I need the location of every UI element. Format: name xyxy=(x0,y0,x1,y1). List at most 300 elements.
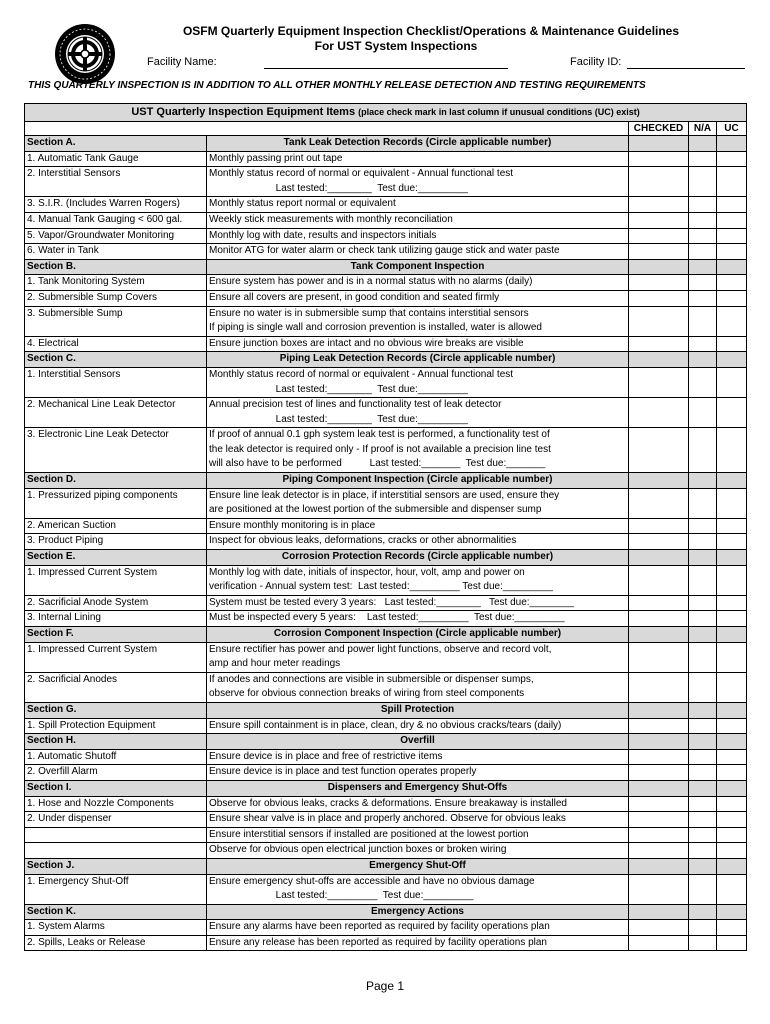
facility-id-label: Facility ID: xyxy=(570,56,622,68)
description-line: Ensure interstitial sensors if installed are positioned at the lowest portion xyxy=(209,828,529,840)
section-label: Section G. xyxy=(25,702,207,718)
description-line: Weekly stick measurements with monthly reconciliation xyxy=(209,213,453,225)
item-name: 1. System Alarms xyxy=(25,920,207,936)
item-description xyxy=(207,843,629,859)
table-row xyxy=(25,672,747,702)
table-row xyxy=(25,749,747,765)
description-line: Ensure any release has been reported as required by facility operations plan xyxy=(209,936,547,948)
uc-checkbox[interactable] xyxy=(717,920,747,936)
item-description xyxy=(207,275,629,291)
uc-checkbox[interactable] xyxy=(717,275,747,291)
section-checked-cell xyxy=(629,780,689,796)
table-row xyxy=(25,796,747,812)
section-checked-cell xyxy=(629,702,689,718)
item-name: 1. Tank Monitoring System xyxy=(25,275,207,291)
section-na-cell xyxy=(689,627,717,643)
description-line: Monthly passing print out tape xyxy=(209,152,343,164)
description-line: Monthly log with date, results and inspectors initials xyxy=(209,229,437,241)
section-label: Section D. xyxy=(25,473,207,489)
uc-checkbox[interactable] xyxy=(717,611,747,627)
table-row xyxy=(25,812,747,828)
table-row xyxy=(25,874,747,904)
table-row xyxy=(25,428,747,473)
uc-checkbox[interactable] xyxy=(717,595,747,611)
item-name: 2. Submersible Sump Covers xyxy=(25,290,207,306)
uc-checkbox[interactable] xyxy=(717,935,747,951)
section-label: Section B. xyxy=(25,259,207,275)
uc-checkbox[interactable] xyxy=(717,488,747,518)
description-line: Ensure junction boxes are intact and no obvious wire breaks are visible xyxy=(209,337,524,349)
checked-checkbox[interactable] xyxy=(629,428,689,473)
table-row xyxy=(25,565,747,595)
section-uc-cell xyxy=(717,858,747,874)
section-na-cell xyxy=(689,259,717,275)
table-row xyxy=(25,212,747,228)
table-row xyxy=(25,306,747,336)
page-number: Page 1 xyxy=(365,979,405,993)
section-label: Section F. xyxy=(25,627,207,643)
uc-checkbox[interactable] xyxy=(717,749,747,765)
na-checkbox[interactable] xyxy=(689,367,717,397)
checked-checkbox[interactable] xyxy=(629,749,689,765)
checked-checkbox[interactable] xyxy=(629,228,689,244)
section-title: Emergency Actions xyxy=(207,904,629,920)
section-title: Piping Component Inspection (Circle applicable number) xyxy=(207,473,629,489)
item-name: 3. Internal Lining xyxy=(25,611,207,627)
checked-checkbox[interactable] xyxy=(629,843,689,859)
section-na-cell xyxy=(689,734,717,750)
checked-checkbox[interactable] xyxy=(629,398,689,428)
section-title: Overfill xyxy=(207,734,629,750)
item-description xyxy=(207,796,629,812)
uc-checkbox[interactable] xyxy=(717,812,747,828)
section-uc-cell xyxy=(717,627,747,643)
section-checked-cell xyxy=(629,734,689,750)
item-description xyxy=(207,672,629,702)
uc-checkbox[interactable] xyxy=(717,398,747,428)
item-description xyxy=(207,488,629,518)
checked-checkbox[interactable] xyxy=(629,488,689,518)
checked-checkbox[interactable] xyxy=(629,920,689,936)
item-description xyxy=(207,197,629,213)
uc-checkbox[interactable] xyxy=(717,672,747,702)
section-row xyxy=(25,734,747,750)
description-line: Ensure no water is in submersible sump that contains interstitial sensors xyxy=(209,307,529,319)
item-description xyxy=(207,428,629,473)
description-line: Last tested:________ Test due:_________ xyxy=(209,182,468,194)
item-description xyxy=(207,749,629,765)
item-description xyxy=(207,765,629,781)
document-title: OSFM Quarterly Equipment Inspection Checklist/Operations & Maintenance Guidelines xyxy=(182,24,680,38)
checked-checkbox[interactable] xyxy=(629,275,689,291)
description-line: Monitor ATG for water alarm or check tank utilizing gauge stick and water paste xyxy=(209,245,560,257)
item-description xyxy=(207,151,629,167)
checked-checkbox[interactable] xyxy=(629,672,689,702)
item-name: 1. Hose and Nozzle Components xyxy=(25,796,207,812)
section-checked-cell xyxy=(629,904,689,920)
table-row xyxy=(25,197,747,213)
item-name: 3. Electronic Line Leak Detector xyxy=(25,428,207,473)
checked-checkbox[interactable] xyxy=(629,212,689,228)
section-label: Section C. xyxy=(25,352,207,368)
section-label: Section A. xyxy=(25,136,207,152)
na-checkbox[interactable] xyxy=(689,212,717,228)
item-name: 2. Overfill Alarm xyxy=(25,765,207,781)
na-checkbox[interactable] xyxy=(689,306,717,336)
na-checkbox[interactable] xyxy=(689,642,717,672)
na-checkbox[interactable] xyxy=(689,765,717,781)
na-checkbox[interactable] xyxy=(689,428,717,473)
table-heading-text: UST Quarterly Inspection Equipment Items xyxy=(131,106,356,118)
checked-checkbox[interactable] xyxy=(629,336,689,352)
uc-checkbox[interactable] xyxy=(717,565,747,595)
inspection-table xyxy=(24,103,747,951)
item-name: 1. Pressurized piping components xyxy=(25,488,207,518)
section-title: Corrosion Component Inspection (Circle applicable number) xyxy=(207,627,629,643)
item-name: 1. Impressed Current System xyxy=(25,565,207,595)
description-line: Ensure monthly monitoring is in place xyxy=(209,519,376,531)
item-name: 4. Electrical xyxy=(25,336,207,352)
description-line: Monthly log with date, initials of inspector, hour, volt, amp and power on xyxy=(209,566,525,578)
item-description xyxy=(207,336,629,352)
section-row xyxy=(25,702,747,718)
uc-checkbox[interactable] xyxy=(717,843,747,859)
column-blank xyxy=(25,122,629,136)
na-checkbox[interactable] xyxy=(689,565,717,595)
na-checkbox[interactable] xyxy=(689,749,717,765)
item-description xyxy=(207,167,629,197)
uc-checkbox[interactable] xyxy=(717,874,747,904)
na-checkbox[interactable] xyxy=(689,244,717,260)
uc-checkbox[interactable] xyxy=(717,718,747,734)
table-row xyxy=(25,718,747,734)
item-name: 2. Spills, Leaks or Release xyxy=(25,935,207,951)
description-line: Annual precision test of lines and functionality test of leak detector xyxy=(209,399,502,411)
checked-checkbox[interactable] xyxy=(629,197,689,213)
checked-checkbox[interactable] xyxy=(629,595,689,611)
item-description xyxy=(207,812,629,828)
item-description xyxy=(207,212,629,228)
item-name: 1. Spill Protection Equipment xyxy=(25,718,207,734)
section-title: Emergency Shut-Off xyxy=(207,858,629,874)
section-title: Dispensers and Emergency Shut-Offs xyxy=(207,780,629,796)
checked-checkbox[interactable] xyxy=(629,611,689,627)
table-row xyxy=(25,488,747,518)
section-checked-cell xyxy=(629,259,689,275)
description-line: Ensure system has power and is in a normal status with no alarms (daily) xyxy=(209,276,533,288)
uc-checkbox[interactable] xyxy=(717,796,747,812)
description-line: If anodes and connections are visible in submersible or dispenser sumps, xyxy=(209,673,534,685)
section-row xyxy=(25,259,747,275)
na-checkbox[interactable] xyxy=(689,398,717,428)
description-line: Ensure any alarms have been reported as required by facility operations plan xyxy=(209,921,550,933)
description-line: Inspect for obvious leaks, deformations, cracks or other abnormalities xyxy=(209,535,517,547)
section-row xyxy=(25,780,747,796)
checked-checkbox[interactable] xyxy=(629,565,689,595)
checked-checkbox[interactable] xyxy=(629,874,689,904)
description-line: are positioned at the lowest portion of the submersible and dispenser sump xyxy=(209,504,542,516)
checked-checkbox[interactable] xyxy=(629,827,689,843)
section-row xyxy=(25,904,747,920)
section-label: Section I. xyxy=(25,780,207,796)
na-checkbox[interactable] xyxy=(689,151,717,167)
uc-checkbox[interactable] xyxy=(717,197,747,213)
section-row xyxy=(25,550,747,566)
description-line: If proof of annual 0.1 gph system leak test is performed, a functionality test of xyxy=(209,429,550,441)
section-na-cell xyxy=(689,136,717,152)
item-name: 2. Sacrificial Anode System xyxy=(25,595,207,611)
table-row xyxy=(25,228,747,244)
section-uc-cell xyxy=(717,780,747,796)
na-checkbox[interactable] xyxy=(689,488,717,518)
table-row xyxy=(25,244,747,260)
table-row xyxy=(25,336,747,352)
table-row xyxy=(25,611,747,627)
item-name: 2. Sacrificial Anodes xyxy=(25,672,207,702)
checked-checkbox[interactable] xyxy=(629,765,689,781)
description-line: verification - Annual system test: Last tested:_________ Test due:_________ xyxy=(209,581,553,593)
table-row xyxy=(25,935,747,951)
uc-checkbox[interactable] xyxy=(717,765,747,781)
section-uc-cell xyxy=(717,136,747,152)
na-checkbox[interactable] xyxy=(689,518,717,534)
column-header-uc: UC xyxy=(717,122,747,136)
section-title: Corrosion Protection Records (Circle applicable number) xyxy=(207,550,629,566)
section-label: Section J. xyxy=(25,858,207,874)
na-checkbox[interactable] xyxy=(689,672,717,702)
item-description xyxy=(207,228,629,244)
checked-checkbox[interactable] xyxy=(629,518,689,534)
na-checkbox[interactable] xyxy=(689,827,717,843)
na-checkbox[interactable] xyxy=(689,935,717,951)
table-row xyxy=(25,534,747,550)
uc-checkbox[interactable] xyxy=(717,244,747,260)
section-checked-cell xyxy=(629,627,689,643)
section-title: Tank Leak Detection Records (Circle applicable number) xyxy=(207,136,629,152)
description-line: System must be tested every 3 years: Last tested:________ Test due:________ xyxy=(209,596,575,608)
section-label: Section E. xyxy=(25,550,207,566)
item-description xyxy=(207,611,629,627)
section-na-cell xyxy=(689,352,717,368)
description-line: the leak detector is required only - If proof is not available a precision line test xyxy=(209,443,551,455)
description-line: Ensure emergency shut-offs are accessible and have no obvious damage xyxy=(209,875,535,887)
na-checkbox[interactable] xyxy=(689,611,717,627)
section-uc-cell xyxy=(717,259,747,275)
checked-checkbox[interactable] xyxy=(629,244,689,260)
section-uc-cell xyxy=(717,473,747,489)
description-line: If piping is single wall and corrosion prevention is installed, water is allowed xyxy=(209,322,542,334)
description-line: will also have to be performed Last tested:_______ Test due:_______ xyxy=(209,458,546,470)
na-checkbox[interactable] xyxy=(689,595,717,611)
item-name: 4. Manual Tank Gauging < 600 gal. xyxy=(25,212,207,228)
table-row xyxy=(25,642,747,672)
uc-checkbox[interactable] xyxy=(717,518,747,534)
section-uc-cell xyxy=(717,904,747,920)
table-heading xyxy=(25,104,747,122)
na-checkbox[interactable] xyxy=(689,275,717,291)
description-line: observe for obvious connection breaks of wiring from steel components xyxy=(209,688,525,700)
checked-checkbox[interactable] xyxy=(629,935,689,951)
uc-checkbox[interactable] xyxy=(717,367,747,397)
item-description xyxy=(207,935,629,951)
description-line: Ensure device is in place and test function operates properly xyxy=(209,766,477,778)
section-title: Tank Component Inspection xyxy=(207,259,629,275)
checked-checkbox[interactable] xyxy=(629,167,689,197)
description-line: Ensure all covers are present, in good condition and seated firmly xyxy=(209,291,500,303)
section-title: Piping Leak Detection Records (Circle applicable number) xyxy=(207,352,629,368)
description-line: Ensure line leak detector is in place, if interstitial sensors are used, ensure they xyxy=(209,489,560,501)
item-name: 2. Mechanical Line Leak Detector xyxy=(25,398,207,428)
description-line: Monthly status record of normal or equivalent - Annual functional test xyxy=(209,368,514,380)
checked-checkbox[interactable] xyxy=(629,306,689,336)
item-description xyxy=(207,595,629,611)
description-line: Last tested:________ Test due:_________ xyxy=(209,383,468,395)
section-na-cell xyxy=(689,550,717,566)
section-label: Section H. xyxy=(25,734,207,750)
uc-checkbox[interactable] xyxy=(717,167,747,197)
section-row xyxy=(25,473,747,489)
section-na-cell xyxy=(689,858,717,874)
table-row xyxy=(25,275,747,291)
section-checked-cell xyxy=(629,858,689,874)
section-checked-cell xyxy=(629,550,689,566)
uc-checkbox[interactable] xyxy=(717,534,747,550)
document-subtitle: For UST System Inspections xyxy=(314,39,478,53)
uc-checkbox[interactable] xyxy=(717,336,747,352)
na-checkbox[interactable] xyxy=(689,843,717,859)
description-line: Ensure device is in place and free of restrictive items xyxy=(209,750,443,762)
section-uc-cell xyxy=(717,352,747,368)
item-name: 5. Vapor/Groundwater Monitoring xyxy=(25,228,207,244)
item-name: 3. S.I.R. (Includes Warren Rogers) xyxy=(25,197,207,213)
checked-checkbox[interactable] xyxy=(629,151,689,167)
table-row xyxy=(25,843,747,859)
inspection-notice: THIS QUARTERLY INSPECTION IS IN ADDITION TO ALL OTHER MONTHLY RELEASE DETECTION AND TESTING REQUIREMENTS xyxy=(28,80,646,91)
item-description xyxy=(207,827,629,843)
description-line: Ensure spill containment is in place, clean, dry & no obvious cracks/tears (daily) xyxy=(209,719,562,731)
na-checkbox[interactable] xyxy=(689,718,717,734)
item-name: 6. Water in Tank xyxy=(25,244,207,260)
checked-checkbox[interactable] xyxy=(629,796,689,812)
table-row xyxy=(25,518,747,534)
item-name: 1. Automatic Shutoff xyxy=(25,749,207,765)
na-checkbox[interactable] xyxy=(689,796,717,812)
table-row xyxy=(25,167,747,197)
description-line: Ensure shear valve is in place and properly anchored. Observe for obvious leaks xyxy=(209,813,566,825)
item-description xyxy=(207,306,629,336)
checked-checkbox[interactable] xyxy=(629,642,689,672)
na-checkbox[interactable] xyxy=(689,812,717,828)
description-line: Observe for obvious leaks, cracks & deformations. Ensure breakaway is installed xyxy=(209,797,567,809)
facility-name-label: Facility Name: xyxy=(147,56,217,68)
checked-checkbox[interactable] xyxy=(629,534,689,550)
item-description xyxy=(207,534,629,550)
facility-name-field[interactable] xyxy=(264,68,508,69)
table-row xyxy=(25,151,747,167)
table-row xyxy=(25,290,747,306)
section-na-cell xyxy=(689,702,717,718)
table-row xyxy=(25,827,747,843)
item-name: 3. Submersible Sump xyxy=(25,306,207,336)
table-row xyxy=(25,765,747,781)
item-description xyxy=(207,642,629,672)
item-description xyxy=(207,565,629,595)
description-line: Must be inspected every 5 years: Last tested:_________ Test due:_________ xyxy=(209,612,565,624)
section-na-cell xyxy=(689,473,717,489)
section-uc-cell xyxy=(717,702,747,718)
facility-id-field[interactable] xyxy=(627,68,745,69)
item-description xyxy=(207,920,629,936)
section-checked-cell xyxy=(629,473,689,489)
item-description xyxy=(207,398,629,428)
na-checkbox[interactable] xyxy=(689,228,717,244)
section-label: Section K. xyxy=(25,904,207,920)
uc-checkbox[interactable] xyxy=(717,306,747,336)
na-checkbox[interactable] xyxy=(689,920,717,936)
section-row xyxy=(25,858,747,874)
uc-checkbox[interactable] xyxy=(717,642,747,672)
description-line: amp and hour meter readings xyxy=(209,658,341,670)
na-checkbox[interactable] xyxy=(689,336,717,352)
item-name: 1. Emergency Shut-Off xyxy=(25,874,207,904)
uc-checkbox[interactable] xyxy=(717,827,747,843)
section-checked-cell xyxy=(629,136,689,152)
section-row xyxy=(25,627,747,643)
na-checkbox[interactable] xyxy=(689,874,717,904)
checked-checkbox[interactable] xyxy=(629,718,689,734)
na-checkbox[interactable] xyxy=(689,167,717,197)
uc-checkbox[interactable] xyxy=(717,151,747,167)
table-row xyxy=(25,398,747,428)
item-description xyxy=(207,244,629,260)
description-line: Last tested:________ Test due:_________ xyxy=(209,413,468,425)
item-description xyxy=(207,367,629,397)
uc-checkbox[interactable] xyxy=(717,212,747,228)
uc-checkbox[interactable] xyxy=(717,228,747,244)
section-row xyxy=(25,352,747,368)
section-uc-cell xyxy=(717,734,747,750)
item-description xyxy=(207,718,629,734)
section-checked-cell xyxy=(629,352,689,368)
item-name: 2. American Suction xyxy=(25,518,207,534)
column-header-checked: CHECKED xyxy=(629,122,689,136)
checked-checkbox[interactable] xyxy=(629,367,689,397)
item-name: 2. Interstitial Sensors xyxy=(25,167,207,197)
section-title: Spill Protection xyxy=(207,702,629,718)
item-description xyxy=(207,518,629,534)
item-name: 3. Product Piping xyxy=(25,534,207,550)
description-line: Monthly status report normal or equivalent xyxy=(209,198,396,210)
item-name: 1. Impressed Current System xyxy=(25,642,207,672)
uc-checkbox[interactable] xyxy=(717,290,747,306)
section-row xyxy=(25,136,747,152)
na-checkbox[interactable] xyxy=(689,534,717,550)
item-name xyxy=(25,827,207,843)
description-line: Monthly status record of normal or equivalent - Annual functional test xyxy=(209,168,514,180)
checked-checkbox[interactable] xyxy=(629,290,689,306)
item-name: 1. Interstitial Sensors xyxy=(25,367,207,397)
description-line: Last tested:_________ Test due:_________ xyxy=(209,890,474,902)
item-name xyxy=(25,843,207,859)
checked-checkbox[interactable] xyxy=(629,812,689,828)
item-description xyxy=(207,874,629,904)
uc-checkbox[interactable] xyxy=(717,428,747,473)
column-header-na: N/A xyxy=(689,122,717,136)
description-line: Ensure rectifier has power and power light functions, observe and record volt, xyxy=(209,643,552,655)
na-checkbox[interactable] xyxy=(689,197,717,213)
table-row xyxy=(25,367,747,397)
na-checkbox[interactable] xyxy=(689,290,717,306)
